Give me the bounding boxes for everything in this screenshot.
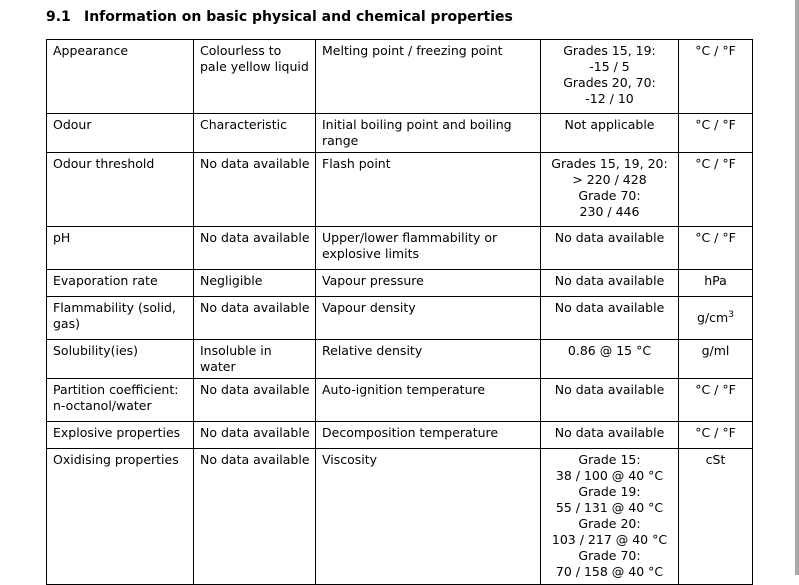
property-label: Flammability (solid, gas)	[47, 297, 194, 340]
value-line: 38 / 100 @ 40 °C	[555, 468, 664, 483]
value-line: 103 / 217 @ 40 °C	[551, 532, 668, 547]
table-row	[47, 379, 753, 422]
property-value: No data available	[194, 422, 316, 449]
section-title: Information on basic physical and chemical properties	[84, 9, 513, 25]
property-value: No data available	[194, 227, 316, 270]
property-value: No data available	[194, 379, 316, 422]
property-label: Oxidising properties	[47, 449, 194, 585]
value-line: Grade 15:	[578, 452, 641, 467]
section-heading	[46, 9, 513, 25]
value-line: 55 / 131 @ 40 °C	[555, 500, 664, 515]
property-value	[541, 422, 679, 449]
property-value	[541, 114, 679, 153]
property-value	[541, 270, 679, 297]
property-label: Evaporation rate	[47, 270, 194, 297]
unit-cell: cSt	[679, 449, 753, 585]
property-label: Relative density	[316, 340, 541, 379]
property-label: pH	[47, 227, 194, 270]
unit-cell: °C / °F	[679, 114, 753, 153]
table-row	[47, 40, 753, 114]
value-line: No data available	[554, 300, 665, 315]
table-row	[47, 114, 753, 153]
value-line: -15 / 5	[589, 59, 630, 74]
property-label: Melting point / freezing point	[316, 40, 541, 114]
property-value	[541, 297, 679, 340]
property-label: Solubility(ies)	[47, 340, 194, 379]
table-row	[47, 297, 753, 340]
table-row	[47, 153, 753, 227]
property-value: Characteristic	[194, 114, 316, 153]
value-line: Not applicable	[564, 117, 655, 132]
unit-cell: g/ml	[679, 340, 753, 379]
property-label: Decomposition temperature	[316, 422, 541, 449]
property-value: No data available	[194, 297, 316, 340]
property-label: Partition coefficient: n-octanol/water	[47, 379, 194, 422]
value-line: Grade 70:	[578, 188, 641, 203]
table-row	[47, 422, 753, 449]
property-value: Negligible	[194, 270, 316, 297]
value-line: Grades 15, 19, 20:	[551, 156, 668, 171]
table-row	[47, 449, 753, 585]
unit-cell: °C / °F	[679, 227, 753, 270]
property-value	[541, 227, 679, 270]
table-row	[47, 340, 753, 379]
value-line: No data available	[554, 425, 665, 440]
unit-cell: °C / °F	[679, 379, 753, 422]
unit-cell: °C / °F	[679, 422, 753, 449]
property-label: Viscosity	[316, 449, 541, 585]
property-value: Colourless to pale yellow liquid	[194, 40, 316, 114]
property-value	[541, 40, 679, 114]
value-line: Grades 15, 19:	[563, 43, 656, 58]
property-label: Upper/lower flammability or explosive limits	[316, 227, 541, 270]
property-value	[541, 379, 679, 422]
property-label: Initial boiling point and boiling range	[316, 114, 541, 153]
value-line: 230 / 446	[579, 204, 640, 219]
value-line: No data available	[554, 273, 665, 288]
unit-cell	[679, 297, 753, 340]
table-row	[47, 270, 753, 297]
value-line: > 220 / 428	[572, 172, 647, 187]
section-number: 9.1	[46, 9, 71, 25]
property-label: Flash point	[316, 153, 541, 227]
value-line: Grade 70:	[578, 548, 641, 563]
value-line: No data available	[554, 230, 665, 245]
property-value: Insoluble in water	[194, 340, 316, 379]
property-value	[541, 340, 679, 379]
property-label: Odour threshold	[47, 153, 194, 227]
unit-cell: hPa	[679, 270, 753, 297]
property-label: Vapour pressure	[316, 270, 541, 297]
property-label: Explosive properties	[47, 422, 194, 449]
value-line: 70 / 158 @ 40 °C	[555, 564, 664, 579]
unit-text: g/cm	[697, 310, 729, 325]
property-value: No data available	[194, 153, 316, 227]
page-edge	[795, 0, 799, 575]
property-label: Auto-ignition temperature	[316, 379, 541, 422]
value-line: Grade 19:	[578, 484, 641, 499]
value-line: Grades 20, 70:	[563, 75, 656, 90]
property-label: Odour	[47, 114, 194, 153]
properties-table	[46, 39, 753, 585]
property-label: Appearance	[47, 40, 194, 114]
property-value	[541, 449, 679, 585]
unit-cell: °C / °F	[679, 153, 753, 227]
property-value	[541, 153, 679, 227]
value-line: 0.86 @ 15 °C	[567, 343, 652, 358]
unit-superscript: 3	[728, 309, 734, 320]
property-label: Vapour density	[316, 297, 541, 340]
table-row	[47, 227, 753, 270]
value-line: Grade 20:	[578, 516, 641, 531]
unit-cell: °C / °F	[679, 40, 753, 114]
value-line: -12 / 10	[585, 91, 634, 106]
value-line: No data available	[554, 382, 665, 397]
property-value: No data available	[194, 449, 316, 585]
